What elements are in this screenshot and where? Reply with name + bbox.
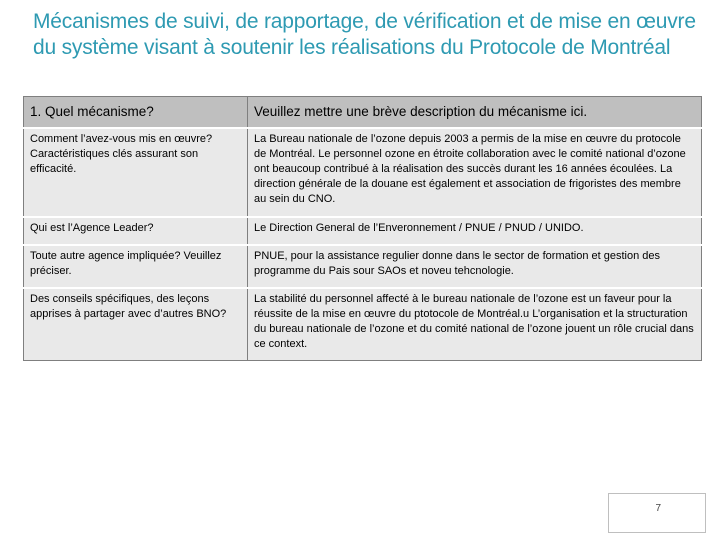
table-row [24,288,702,361]
table-row [24,245,702,288]
answer-cell: La Bureau nationale de l’ozone depuis 2003 a permis de la mise en œuvre du protocole de Montréal. Le personnel ozone en étroite collaboration avec le comité national d’ozone ont beaucoup contribué à la réalisation des succès durant les 16 années écoulées. La direction générale de la douane est également et association de frigoristes des membre au sein du CNO. [248,128,702,217]
question-cell: Des conseils spécifiques, des leçons apprises à partager avec d’autres BNO? [24,288,248,361]
question-cell: Toute autre agence impliquée? Veuillez préciser. [24,245,248,288]
answer-cell: La stabilité du personnel affecté à le bureau nationale de l’ozone est un faveur pour la réussite de la mise en œuvre du ptotocole de Montréal.u L’organisation et la structuration du bureau nationale de l’ozone et du comité national de l’ozone jouent un rôle crucial dans ce context. [248,288,702,361]
page-number: 7 [655,503,661,514]
table-row [24,128,702,217]
header-question-cell: 1. Quel mécanisme? [24,97,248,129]
question-cell: Comment l’avez-vous mis en œuvre? Caractéristiques clés assurant son efficacité. [24,128,248,217]
page-number-box [608,493,706,533]
question-cell: Qui est l’Agence Leader? [24,217,248,245]
table-header-row [24,97,702,129]
header-description-cell: Veuillez mettre une brève description du mécanisme ici. [248,97,702,129]
mechanism-table [23,96,702,361]
answer-cell: Le Direction General de l’Enveronnement / PNUE / PNUD / UNIDO. [248,217,702,245]
table-row [24,217,702,245]
answer-cell: PNUE, pour la assistance regulier donne dans le sector de formation et gestion des programme du Pais sour SAOs et noveu tehcnologie. [248,245,702,288]
slide-title: Mécanismes de suivi, de rapportage, de vérification et de mise en œuvre du système visant à soutenir les réalisations du Protocole de Montréal [33,10,696,59]
